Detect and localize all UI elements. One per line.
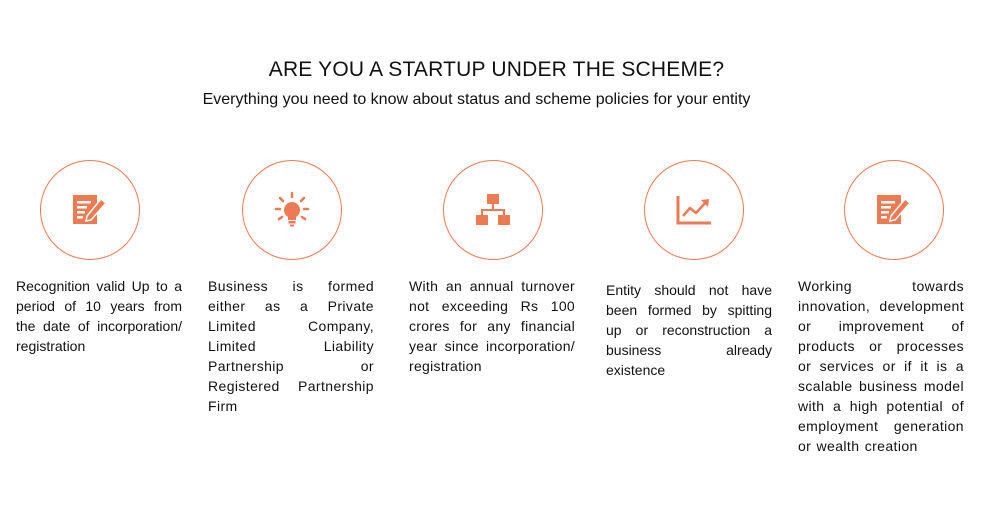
criterion-text: Business is formed either as a Private Limited Company, Limited Liability Partnership or Registered Partnership Firm xyxy=(208,278,374,414)
criterion-text: Entity should not have been formed by spitting up or reconstruction a business already existence xyxy=(606,282,772,378)
criterion-turnover xyxy=(409,160,575,376)
criterion-business-form xyxy=(208,160,374,416)
criterion-text: Working towards innovation, development or improvement of products or processes or services or if it is a scalable business model with a high potential of employment generation or wealth creation xyxy=(798,278,964,454)
icon-circle xyxy=(40,160,140,260)
criterion-innovation xyxy=(798,160,964,456)
lightbulb-icon xyxy=(273,191,311,229)
icon-circle xyxy=(443,160,543,260)
document-edit-icon xyxy=(875,193,913,227)
icon-circle xyxy=(644,160,744,260)
icon-circle xyxy=(844,160,944,260)
page-title: ARE YOU A STARTUP UNDER THE SCHEME? xyxy=(268,58,725,81)
criterion-text: Recognition valid Up to a period of 10 years from the date of incorporation/ registration xyxy=(16,278,182,354)
icon-circle xyxy=(242,160,342,260)
criterion-entity-origin xyxy=(606,160,772,380)
page-subtitle: Everything you need to know about status and scheme policies for your entity xyxy=(202,91,751,108)
criterion-text: With an annual turnover not exceeding Rs 100 crores for any financial year since incorporation/ registration xyxy=(409,278,575,374)
growth-chart-icon xyxy=(674,193,714,227)
hierarchy-icon xyxy=(474,192,512,228)
document-edit-icon xyxy=(71,193,109,227)
criterion-recognition-period xyxy=(16,160,182,356)
